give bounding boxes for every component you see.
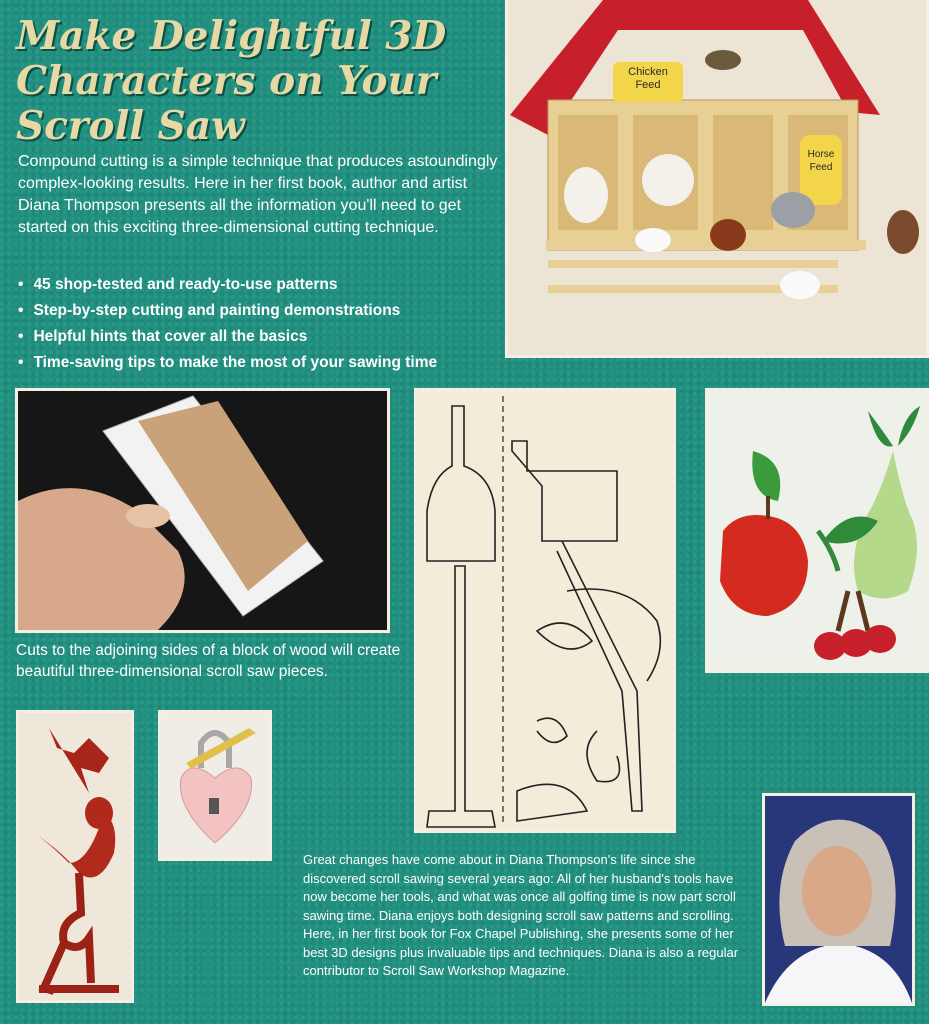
horse-feed-sign: Horse Feed bbox=[807, 149, 835, 173]
feature-list bbox=[18, 272, 488, 376]
feature-item: • Step-by-step cutting and painting demonstrations bbox=[18, 298, 488, 324]
barn-photo bbox=[505, 0, 929, 358]
barn-illustration bbox=[508, 0, 926, 355]
pattern-sheet bbox=[414, 388, 676, 833]
feature-item: • Helpful hints that cover all the basics bbox=[18, 324, 488, 350]
page-title: Make Delightful 3D Characters on Your Scroll Saw bbox=[16, 13, 447, 149]
fruit-photo bbox=[705, 388, 929, 673]
heart-lock-photo bbox=[158, 710, 272, 861]
author-portrait bbox=[762, 793, 915, 1006]
feature-item: • Time-saving tips to make the most of your sawing time bbox=[18, 350, 488, 376]
photo-caption: Cuts to the adjoining sides of a block of wood will create beautiful three-dimensional scroll saw pieces. bbox=[16, 642, 401, 680]
author-bio: Great changes have come about in Diana Thompson's life since she discovered scroll sawing several years ago: All of her husband's tools have now become her tools, and what was once all golfing time is now part scroll sawing time. Diana enjoys both designing scroll saw patterns and scrolling. Here, in her first book for Fox Chapel Publishing, she presents some of her best 3D designs plus invaluable tips and techniques. Diana is also a regular contributor to Scroll Saw Workshop Magazine. bbox=[303, 852, 739, 978]
chicken-feed-sign: Chicken Feed bbox=[628, 66, 668, 91]
hand-block-photo bbox=[15, 388, 390, 633]
intro-paragraph: Compound cutting is a simple technique that produces astoundingly complex-looking results. Here in her first book, author and artist Diana Thompson presents all the information you'll need to get started on this exciting three-dimensional cutting technique. bbox=[18, 153, 498, 236]
feature-item: • 45 shop-tested and ready-to-use patterns bbox=[18, 272, 488, 298]
rooster-photo bbox=[16, 710, 134, 1003]
